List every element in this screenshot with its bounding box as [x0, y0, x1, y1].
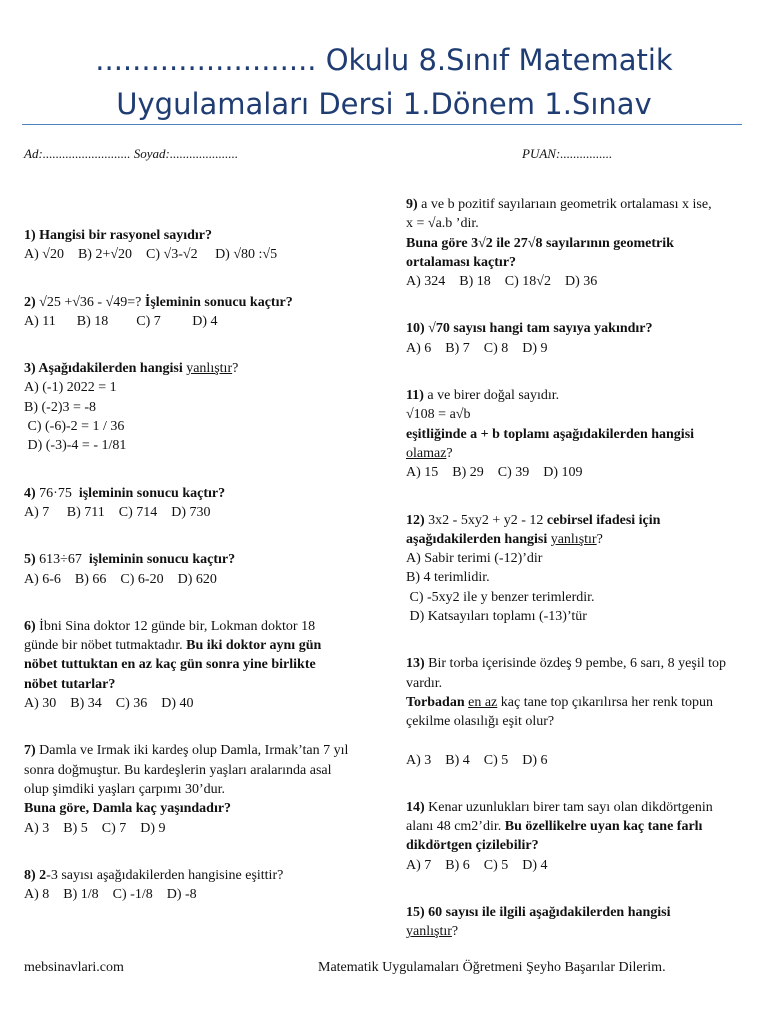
option-a: A) (-1) 2022 = 1 [24, 380, 117, 396]
question-number: 2) [24, 294, 36, 310]
title-line-2: Uygulamaları Dersi 1.Dönem 1.Sınav [116, 87, 652, 121]
answer-options: A) 6 B) 7 C) 8 D) 9 [406, 340, 548, 356]
option-d: D) (-3)-4 = - 1/81 [24, 438, 127, 454]
question-2 [24, 293, 374, 332]
question-expression: 613÷67 [35, 552, 89, 568]
question-text: √70 sayısı hangi tam sayıya yakındır? [424, 321, 653, 337]
question-number: 10) [406, 321, 425, 337]
answer-options: A) 11 B) 18 C) 7 D) 4 [24, 313, 218, 329]
question-number: 6) [24, 618, 36, 634]
question-number: 7) [24, 743, 36, 759]
question-text: Hangisi bir rasyonel sayıdır? [35, 228, 212, 243]
question-10 [406, 319, 750, 358]
question-3: 3) Aşağıdakilerden hangisi yanlıştır? A) (-1) 2022 = 1 B) (-2)3 = -8 C) (-6)-2 = 1 / 36 D) (-3)-4 = - 1/81 [24, 359, 374, 455]
question-5 [24, 550, 374, 589]
footer-note: Matematik Uygulamaları Öğretmeni Şeyho Başarılar Dilerim. [318, 960, 666, 975]
question-12: 12) 3x2 - 5xy2 + y2 - 12 cebirsel ifadesi için aşağıdakilerden hangisi yanlıştır? A) Sabir terimi (-12)’dir B) 4 terimlidir. C) -5xy2 ile y benzer terimlerdir. D) Katsayıları toplamı (-13)’tür [406, 511, 750, 627]
question-expression: 3x2 - 5xy2 + y2 - 12 [424, 512, 547, 528]
right-column [406, 195, 750, 942]
question-number: 13) [406, 656, 425, 672]
question-13: 13) Bir torba içerisinde özdeş 9 pembe, 6 sarı, 8 yeşil top vardır. Torbadan en az kaç tane top çıkarılırsa her renk topun çekilme olasılığı eşit olur? A) 3 B) 4 C) 5 D) 6 [406, 654, 750, 769]
page-title [0, 38, 768, 126]
question-text: Aşağıdakilerden hangisi [35, 361, 187, 377]
answer-options: A) 15 B) 29 C) 39 D) 109 [406, 465, 583, 481]
answer-options: A) 3 B) 4 C) 5 D) 6 [406, 752, 548, 768]
question-number: 3) [24, 361, 36, 377]
question-number: 4) [24, 485, 36, 501]
question-number: 5) [24, 552, 36, 568]
option-b: B) 4 terimlidir. [406, 570, 490, 586]
underlined-word: yanlıştır [186, 361, 233, 377]
option-a: A) Sabir terimi (-12)’dir [406, 551, 543, 567]
question-14: 14) Kenar uzunlukları birer tam sayı olan dikdörtgenin alanı 48 cm2’dir. Bu özellikelre uyan kaç tane farlı dikdörtgen çizilebilir? A) 7 B) 6 C) 5 D) 4 [406, 798, 750, 875]
answer-options: A) 324 B) 18 C) 18√2 D) 36 [406, 274, 598, 290]
answer-options: A) √20 B) 2+√20 C) √3-√2 D) √80 :√5 [24, 247, 278, 263]
header-divider [22, 124, 742, 125]
question-number: 8) 2 [24, 867, 47, 883]
option-c: C) -5xy2 ile y benzer terimlerdir. [406, 589, 595, 605]
question-expression: 76·75 [35, 485, 79, 501]
question-8 [24, 866, 374, 905]
option-b: B) (-2)3 = -8 [24, 399, 97, 415]
question-9: 9) a ve b pozitif sayılarıaın geometrik ortalaması x ise, x = √a.b ’dir. Buna göre 3√2 ile 27√8 sayılarının geometrik ortalaması kaçtır? A) 324 B) 18 C) 18√2 D) 36 [406, 195, 750, 291]
score-line: PUAN:................ [522, 146, 613, 161]
question-text: -3 sayısı aşağıdakilerden hangisine eşittir? [46, 867, 284, 883]
question-text: işleminin sonucu kaçtır? [88, 552, 236, 568]
answer-options: A) 7 B) 711 C) 714 D) 730 [24, 504, 211, 520]
underlined-word: yanlıştır [550, 531, 597, 547]
question-6: 6) İbni Sina doktor 12 günde bir, Lokman doktor 18 günde bir nöbet tutmaktadır. Bu iki doktor aynı gün nöbet tuttuktan en az kaç gün sonra yine birlikte nöbet tutarlar? A) 30 B) 34 C) 36 D) 40 [24, 617, 374, 713]
underlined-word: yanlıştır [406, 924, 452, 940]
answer-options: A) 30 B) 34 C) 36 D) 40 [24, 696, 194, 712]
question-number: 14) [406, 799, 425, 815]
answer-options: A) 6-6 B) 66 C) 6-20 D) 620 [24, 571, 217, 587]
question-number: 9) [406, 197, 418, 212]
question-text: 60 sayısı ile ilgili aşağıdakilerden hangisi [424, 905, 671, 921]
question-text: İşleminin sonucu kaçtır? [144, 294, 293, 310]
question-number: 11) [406, 388, 424, 404]
option-c: C) (-6)-2 = 1 / 36 [24, 419, 125, 435]
answer-options: A) 7 B) 6 C) 5 D) 4 [406, 857, 548, 873]
question-expression: √25 +√36 - √49=? [35, 294, 145, 310]
question-4 [24, 484, 374, 523]
left-column [24, 226, 374, 904]
underlined-word: en az [468, 694, 498, 710]
question-7: 7) Damla ve Irmak iki kardeş olup Damla, Irmak’tan 7 yıl sonra doğmuştur. Bu kardeşlerin yaşları aralarında asal olup şimdiki yaşları çarpımı 30’dur. Buna göre, Damla kaç yaşındadır? A) 3 B) 5 C) 7 D) 9 [24, 741, 374, 837]
question-15: 15) 60 sayısı ile ilgili aşağıdakilerden hangisi yanlıştır? [406, 905, 671, 940]
answer-options: A) 3 B) 5 C) 7 D) 9 [24, 820, 166, 836]
answer-options: A) 8 B) 1/8 C) -1/8 D) -8 [24, 887, 197, 903]
question-1 [24, 226, 374, 265]
footer-website: mebsinavlari.com [24, 960, 124, 975]
title-line-1: ........................ Okulu 8.Sınıf Matematik [95, 43, 673, 77]
question-11: 11) a ve birer doğal sayıdır. √108 = a√b eşitliğinde a + b toplamı aşağıdakilerden hangisi olamaz? A) 15 B) 29 C) 39 D) 109 [406, 386, 750, 482]
question-number: 12) [406, 512, 425, 528]
underlined-word: olamaz [406, 445, 447, 461]
question-text: işleminin sonucu kaçtır? [78, 485, 226, 501]
option-d: D) Katsayıları toplamı (-13)’tür [406, 609, 587, 625]
question-number: 1) [24, 228, 36, 243]
student-name-line: Ad:........................... Soyad:..................... [24, 146, 239, 161]
question-number: 15) [406, 905, 425, 921]
